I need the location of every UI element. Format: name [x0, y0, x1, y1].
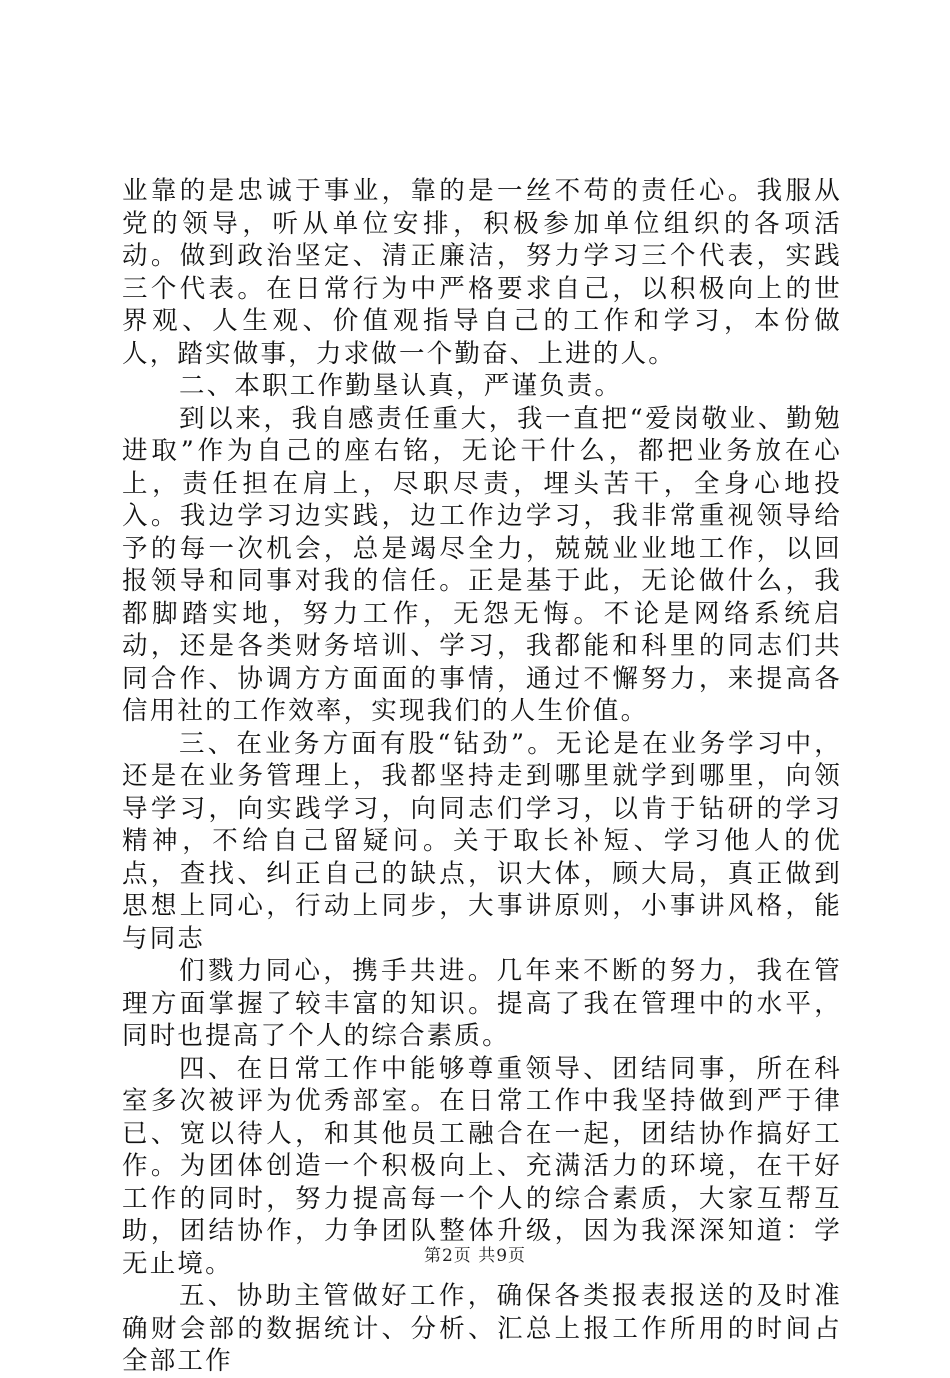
- paragraph-6: 四、在日常工作中能够尊重领导、团结同事，所在科室多次被评为优秀部室。在日常工作中我坚持做到严于律已、宽以待人，和其他员工融合在一起，团结协作搞好工作。为团体创造一个积极向上、充满活力的环境，在干好工作的同时，努力提高每一个人的综合素质，大家互帮互助，团结协作，力争团队整体升级，因为我深深知道：学无止境。: [122, 1053, 842, 1279]
- paragraph-7: 五、协助主管做好工作，确保各类报表报送的及时准确财会部的数据统计、分析、汇总上报工作所用的时间占全部工作: [122, 1281, 842, 1376]
- paragraph-3: 到以来，我自感责任重大，我一直把“爱岗敬业、勤勉进取”作为自己的座右铭，无论干什么，都把业务放在心上，责任担在肩上，尽职尽责，埋头苦干，全身心地投入。我边学习边实践，边工作边学习，我非常重视领导给予的每一次机会，总是竭尽全力，兢兢业业地工作，以回报领导和同事对我的信任。正是基于此，无论做什么，我都脚踏实地，努力工作，无怨无悔。不论是网络系统启动，还是各类财务培训、学习，我都能和科里的同志们共同合作、协调方方面面的事情，通过不懈努力，来提高各信用社的工作效率，实现我们的人生价值。: [122, 403, 842, 726]
- paragraph-4: 三、在业务方面有股“钻劲”。无论是在业务学习中，还是在业务管理上，我都坚持走到哪里就学到哪里，向领导学习，向实践学习，向同志们学习，以肯于钻研的学习精神，不给自己留疑问。关于取长补短、学习他人的优点，查找、纠正自己的缺点，识大体，顾大局，真正做到思想上同心，行动上同步，大事讲原则，小事讲风格，能与同志: [122, 728, 842, 954]
- page-number-footer: 第2页 共9页: [423, 1246, 527, 1266]
- paragraph-2-heading: 二、本职工作勤垦认真，严谨负责。: [179, 371, 623, 401]
- paragraph-1: 业靠的是忠诚于事业，靠的是一丝不苟的责任心。我服从党的领导，听从单位安排，积极参加单位组织的各项活动。做到政治坚定、清正廉洁，努力学习三个代表，实践三个代表。在日常行为中严格要求自己，以积极向上的世界观、人生观、价值观指导自己的工作和学习，本份做人，踏实做事，力求做一个勤奋、上进的人。: [122, 176, 842, 369]
- document-body: [122, 175, 842, 1378]
- paragraph-5: 们戮力同心，携手共进。几年来不断的努力，我在管理方面掌握了较丰富的知识。提高了我在管理中的水平，同时也提高了个人的综合素质。: [122, 956, 842, 1051]
